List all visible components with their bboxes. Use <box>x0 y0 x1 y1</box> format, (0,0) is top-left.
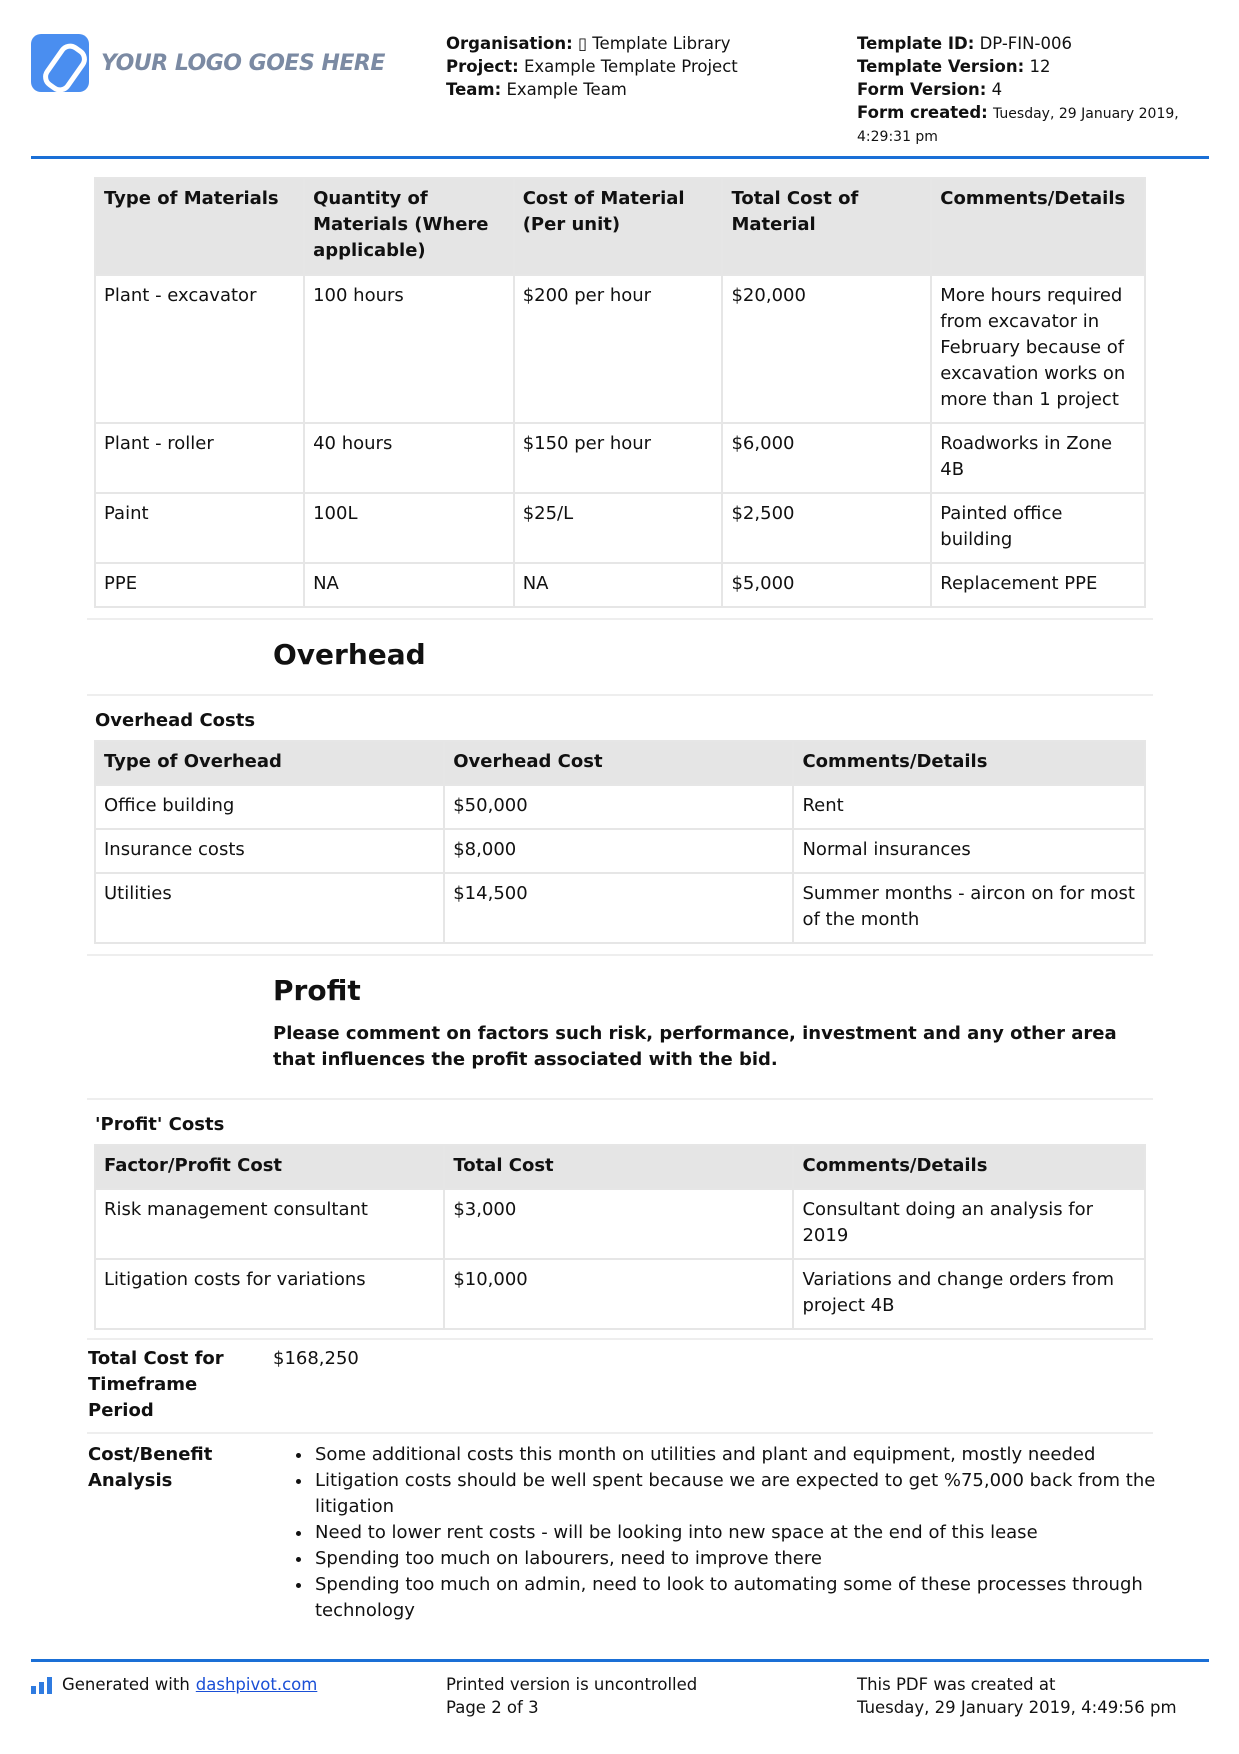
table-cell: Replacement PPE <box>932 564 1144 606</box>
table-cell: Plant - excavator <box>96 276 303 422</box>
table-cell: $20,000 <box>723 276 930 422</box>
table-cell: $3,000 <box>445 1190 792 1258</box>
table-cell: Office building <box>96 786 443 828</box>
logo-text: YOUR LOGO GOES HERE <box>101 50 385 76</box>
table-header-row <box>96 179 1144 274</box>
pdf-created-date: Tuesday, 29 January 2019, 4:49:56 pm <box>857 1698 1177 1717</box>
table-header-cell: Comments/Details <box>932 179 1144 274</box>
table-cell: Litigation costs for variations <box>96 1260 443 1328</box>
table-cell: Painted office building <box>932 494 1144 562</box>
total-cost-label: Total Cost for Timeframe Period <box>88 1348 224 1421</box>
table-cell: NA <box>515 564 722 606</box>
project-label: Project: <box>446 57 519 76</box>
table-cell: Variations and change orders from project 4B <box>794 1260 1144 1328</box>
list-item: • Need to lower rent costs - will be looking into new space at the end of this lease <box>313 1520 1163 1546</box>
table-header-cell: Quantity of Materials (Where applicable) <box>305 179 513 274</box>
form-version-label: Form Version: <box>857 80 987 99</box>
table-header-cell: Overhead Cost <box>445 742 792 784</box>
table-header-cell: Factor/Profit Cost <box>96 1146 443 1188</box>
dashpivot-icon <box>31 1676 52 1694</box>
project-value: Example Template Project <box>523 57 738 76</box>
table-cell: 100 hours <box>305 276 513 422</box>
template-id-value: DP-FIN-006 <box>979 34 1072 53</box>
table-header-row <box>96 742 1144 784</box>
table-cell: $25/L <box>515 494 722 562</box>
table-row <box>96 786 1144 828</box>
overhead-subtitle: Overhead Costs <box>95 710 256 731</box>
profit-table <box>94 1144 1146 1330</box>
table-cell: Paint <box>96 494 303 562</box>
table-cell: Utilities <box>96 874 443 942</box>
table-cell: $150 per hour <box>515 424 722 492</box>
company-logo <box>31 34 385 92</box>
cost-benefit-list <box>313 1442 1163 1624</box>
table-header-cell: Total Cost <box>445 1146 792 1188</box>
dashpivot-link[interactable]: dashpivot.com <box>195 1675 318 1694</box>
table-cell: PPE <box>96 564 303 606</box>
table-cell: $200 per hour <box>515 276 722 422</box>
form-version-value: 4 <box>991 80 1003 99</box>
print-info <box>446 1673 697 1719</box>
table-row <box>96 874 1144 942</box>
table-header-cell: Type of Overhead <box>96 742 443 784</box>
logo-icon <box>31 34 89 92</box>
table-cell: Risk management consultant <box>96 1190 443 1258</box>
uncontrolled-text: Printed version is uncontrolled <box>446 1675 698 1694</box>
table-row <box>96 424 1144 492</box>
list-item: • Spending too much on labourers, need to improve there <box>313 1546 1163 1572</box>
pdf-created-info <box>857 1673 1177 1719</box>
organisation-value: ▯ Template Library <box>577 34 731 53</box>
table-cell: $2,500 <box>723 494 930 562</box>
table-cell: $6,000 <box>723 424 930 492</box>
table-cell: $50,000 <box>445 786 792 828</box>
table-cell: Rent <box>794 786 1144 828</box>
section-divider <box>87 954 1153 956</box>
section-divider <box>87 694 1153 696</box>
table-cell: $8,000 <box>445 830 792 872</box>
page-header <box>31 28 1209 158</box>
table-cell: Plant - roller <box>96 424 303 492</box>
total-cost-value: $168,250 <box>273 1348 359 1369</box>
header-divider <box>31 156 1209 159</box>
table-row <box>96 1190 1144 1258</box>
table-cell: 100L <box>305 494 513 562</box>
table-cell: Consultant doing an analysis for 2019 <box>794 1190 1144 1258</box>
table-cell: More hours required from excavator in February because of excavation works on more than 1 project <box>932 276 1144 422</box>
table-row <box>96 830 1144 872</box>
overhead-title: Overhead <box>273 638 426 671</box>
table-row <box>96 494 1144 562</box>
table-cell: $14,500 <box>445 874 792 942</box>
section-divider <box>87 618 1153 620</box>
organisation-label: Organisation: <box>446 34 573 53</box>
table-header-cell: Comments/Details <box>794 1146 1144 1188</box>
list-item: • Some additional costs this month on utilities and plant and equipment, mostly needed <box>313 1442 1163 1468</box>
generated-with <box>31 1673 317 1696</box>
table-header-cell: Comments/Details <box>794 742 1144 784</box>
profit-subtitle: 'Profit' Costs <box>95 1114 225 1135</box>
pdf-created-text: This PDF was created at <box>857 1675 1056 1694</box>
team-label: Team: <box>446 80 502 99</box>
materials-table <box>94 177 1146 608</box>
table-header-cell: Cost of Material (Per unit) <box>515 179 722 274</box>
profit-title: Profit <box>273 974 361 1007</box>
table-row <box>96 564 1144 606</box>
page-number: Page 2 of 3 <box>446 1698 539 1717</box>
section-divider <box>87 1098 1153 1100</box>
table-row <box>96 1260 1144 1328</box>
template-id-label: Template ID: <box>857 34 975 53</box>
generated-text: Generated with <box>62 1675 190 1694</box>
template-version-value: 12 <box>1029 57 1051 76</box>
table-cell: Summer months - aircon on for most of the month <box>794 874 1144 942</box>
organisation-info <box>446 32 738 101</box>
form-created-time: 4:29:31 pm <box>857 129 938 145</box>
cost-benefit-label: Cost/Benefit Analysis <box>88 1444 213 1491</box>
table-header-cell: Total Cost of Material <box>723 179 930 274</box>
page-footer <box>31 1673 1209 1733</box>
table-cell: NA <box>305 564 513 606</box>
form-created-value: Tuesday, 29 January 2019, <box>993 106 1179 122</box>
list-item: • Spending too much on admin, need to look to automating some of these processes through technology <box>313 1572 1163 1624</box>
table-cell: $5,000 <box>723 564 930 606</box>
profit-note: Please comment on factors such risk, performance, investment and any other area that influences the profit associated with the bid. <box>273 1023 1117 1070</box>
table-cell: Normal insurances <box>794 830 1144 872</box>
section-divider <box>87 1338 1153 1340</box>
list-item: • Litigation costs should be well spent because we are expected to get %75,000 back from the litigation <box>313 1468 1163 1520</box>
template-info <box>857 32 1179 148</box>
overhead-table <box>94 740 1146 944</box>
table-header-cell: Type of Materials <box>96 179 303 274</box>
table-cell: 40 hours <box>305 424 513 492</box>
footer-divider <box>31 1659 1209 1662</box>
table-cell: Roadworks in Zone 4B <box>932 424 1144 492</box>
form-created-label: Form created: <box>857 103 988 122</box>
section-divider <box>87 1432 1153 1434</box>
table-cell: $10,000 <box>445 1260 792 1328</box>
team-value: Example Team <box>506 80 627 99</box>
table-header-row <box>96 1146 1144 1188</box>
template-version-label: Template Version: <box>857 57 1025 76</box>
table-row <box>96 276 1144 422</box>
table-cell: Insurance costs <box>96 830 443 872</box>
